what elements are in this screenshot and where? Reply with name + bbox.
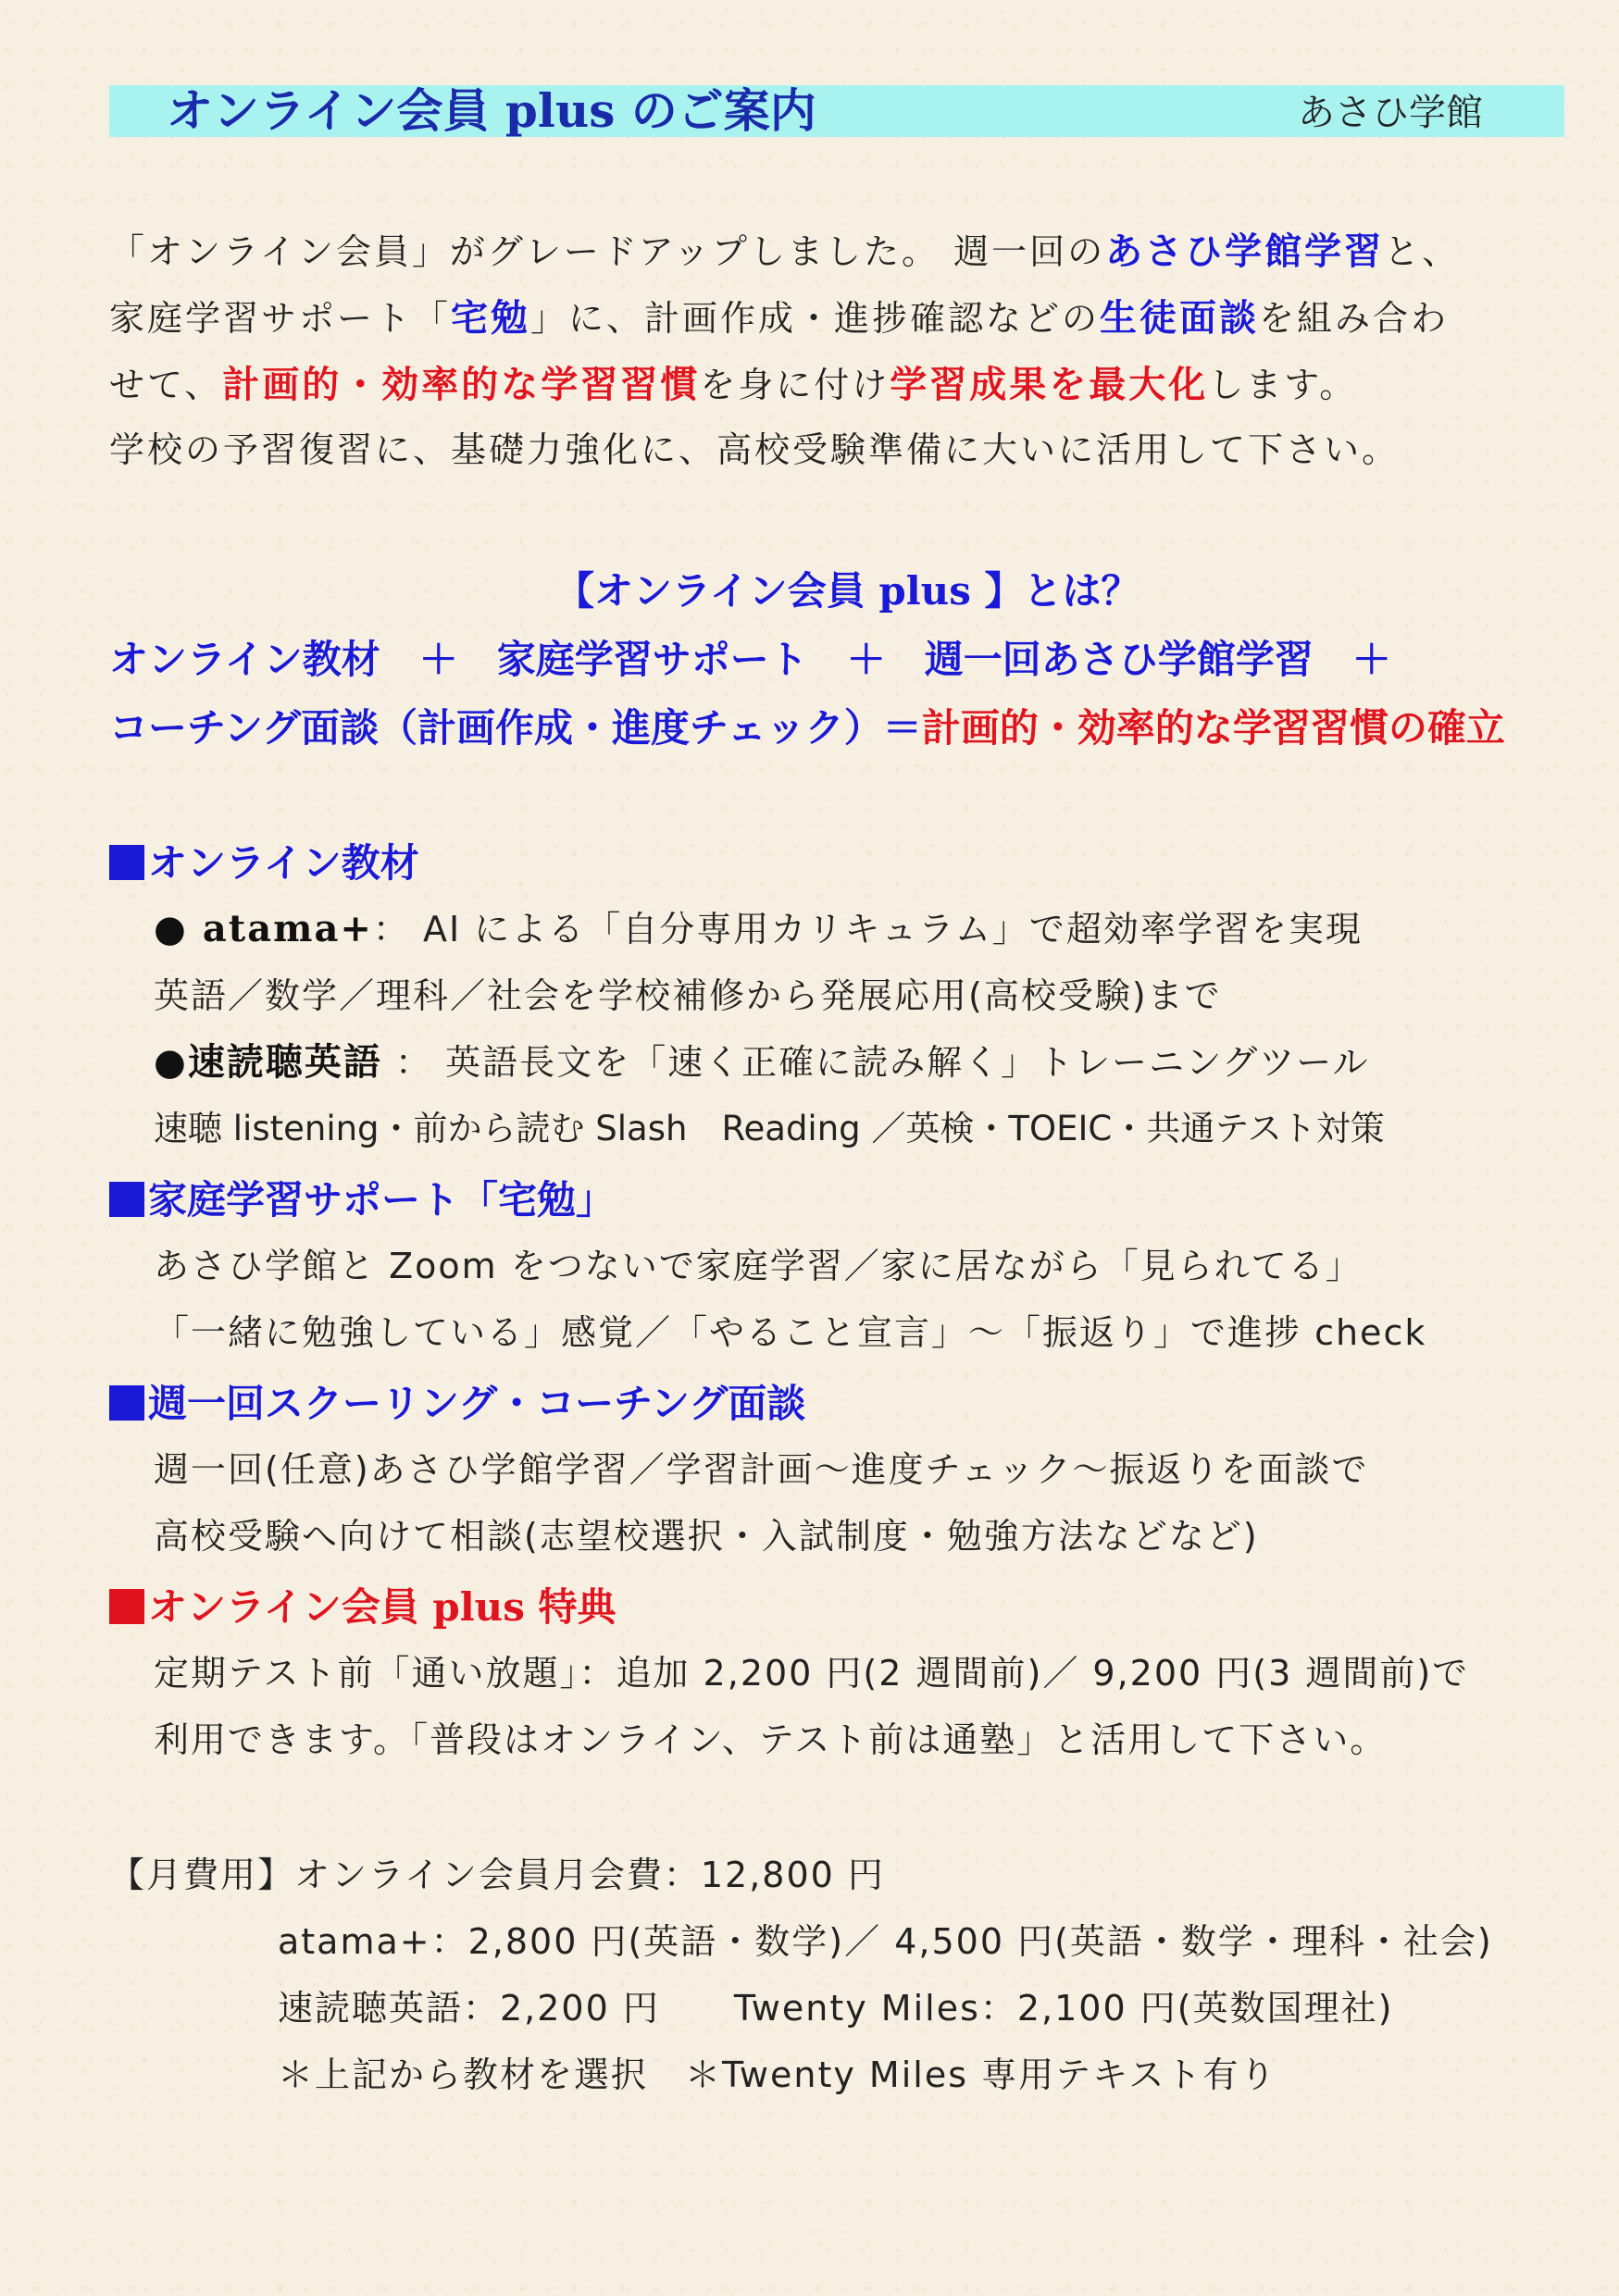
intro-line-1: 「オンライン会員」がグレードアップしました。 週一回のあさひ学館学習と、	[109, 230, 1461, 273]
intro-line-4: 学校の予習復習に、基礎力強化に、高校受験準備に大いに活用して下さい。	[109, 429, 1401, 470]
home-support-line-1: あさひ学館と Zoom をつないで家庭学習／家に居ながら「見られてる」	[154, 1246, 1363, 1286]
section-online-materials: オンライン教材	[109, 840, 419, 887]
highlight-takuben: 宅勉	[451, 296, 531, 340]
monthly-fee-line: 【月費用】オンライン会員月会費：12,800 円	[109, 1855, 885, 1895]
highlight-maximize-results: 学習成果を最大化	[890, 363, 1209, 406]
formula-line-2: コーチング面談（計画作成・進度チェック）＝計画的・効率的な学習習慣の確立	[109, 705, 1505, 751]
square-bullet-icon	[109, 1182, 144, 1217]
fee-sokudoku-twentymiles: 速読聴英語：2,200 円 Twenty Miles：2,100 円(英数国理社)	[278, 1988, 1394, 2029]
highlight-study-habit: 計画的・効率的な学習習慣	[222, 363, 701, 406]
highlight-asahi-study: あさひ学館学習	[1105, 230, 1385, 273]
benefit-line-1: 定期テスト前「通い放題」：追加 2,200 円(2 週間前)／ 9,200 円(3 週間前)で	[154, 1653, 1470, 1694]
sokudoku-label: ●速読聴英語	[154, 1040, 382, 1084]
intro-line-2: 家庭学習サポート「宅勉」に、計画作成・進捗確認などの生徒面談を組み合わ	[109, 296, 1450, 340]
formula-line-1: オンライン教材 ＋ 家庭学習サポート ＋ 週一回あさひ学館学習 ＋	[109, 637, 1391, 682]
square-bullet-icon	[109, 1589, 144, 1624]
fee-atama: atama+：2,800 円(英語・数学)／ 4,500 円(英語・数学・理科・社会)	[278, 1921, 1493, 1962]
school-name: あさひ学館	[1298, 92, 1483, 134]
section-weekly-coaching: 週一回スクーリング・コーチング面談	[109, 1381, 805, 1427]
page-title: オンライン会員 plus のご案内	[167, 83, 816, 138]
weekly-line-1: 週一回(任意)あさひ学館学習／学習計画～進度チェック～振返りを面談で	[154, 1449, 1369, 1490]
fee-note: ＊上記から教材を選択 ＊Twenty Miles 専用テキスト有り	[278, 2054, 1277, 2095]
sokudoku-detail: 速聴 listening・前から読む Slash Reading ／英検・TOEIC・共通テスト対策	[154, 1109, 1385, 1148]
square-bullet-icon	[109, 1385, 144, 1421]
atama-label: ● atama+	[154, 907, 373, 950]
atama-line: ● atama+： AI による「自分専用カリキュラム」で超効率学習を実現	[154, 907, 1363, 950]
atama-subjects: 英語／数学／理科／社会を学校補修から発展応用(高校受験)まで	[154, 975, 1222, 1016]
highlight-student-interview: 生徒面談	[1100, 296, 1260, 340]
square-bullet-icon	[109, 845, 144, 880]
sokudoku-line: ●速読聴英語 ： 英語長文を「速く正確に読み解く」トレーニングツール	[154, 1040, 1370, 1084]
section-home-support: 家庭学習サポート「宅勉」	[109, 1177, 615, 1223]
formula-result: 計画的・効率的な学習習慣の確立	[921, 705, 1505, 751]
weekly-line-2: 高校受験へ向けて相談(志望校選択・入試制度・勉強方法などなど)	[154, 1516, 1259, 1557]
home-support-line-2: 「一緒に勉強している」感覚／「やること宣言」～「振返り」で進捗 check	[154, 1312, 1427, 1353]
section-member-benefit: オンライン会員 plus 特典	[109, 1584, 616, 1631]
benefit-line-2: 利用できます。「普段はオンライン、テスト前は通塾」と活用して下さい。	[154, 1719, 1388, 1760]
intro-line-3: せて、計画的・効率的な学習習慣を身に付け学習成果を最大化します。	[109, 363, 1358, 406]
what-is-heading: 【オンライン会員 plus 】とは？	[555, 568, 1140, 614]
